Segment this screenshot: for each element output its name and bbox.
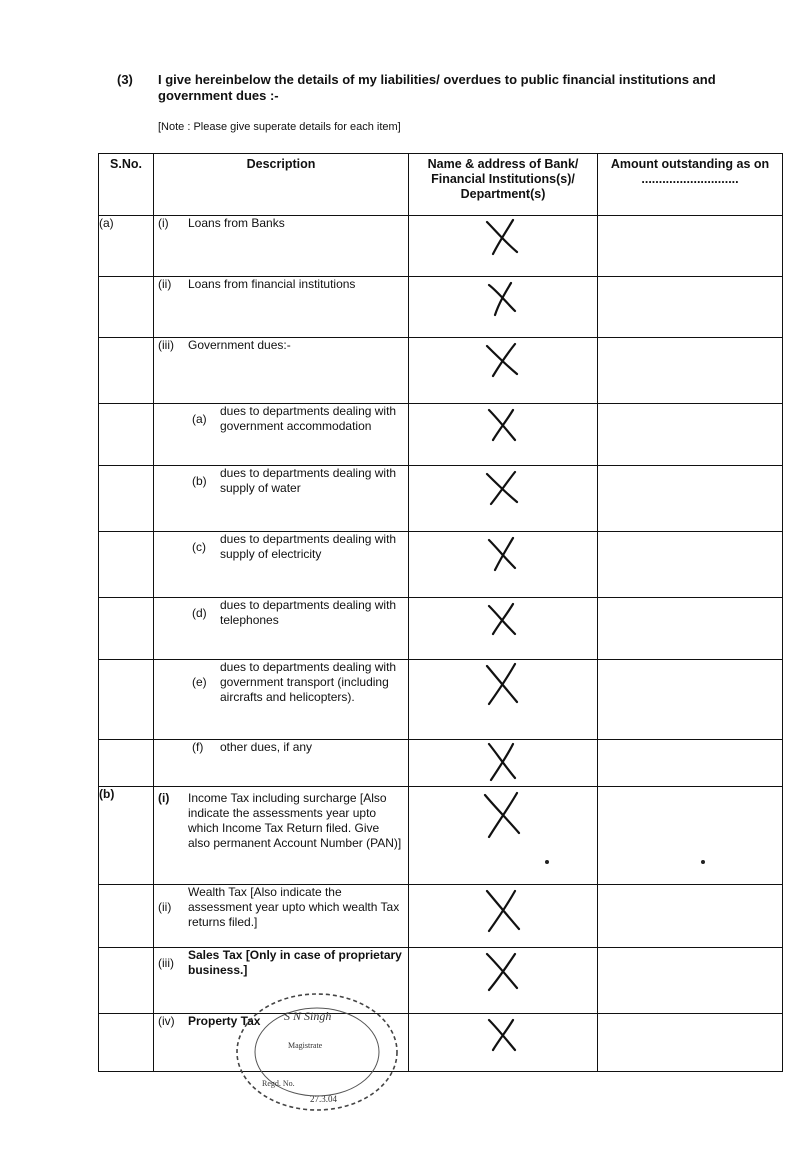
row-description (154, 532, 409, 598)
row-text: Government dues:- (188, 338, 291, 352)
row-sno (99, 885, 154, 948)
row-description (154, 740, 409, 787)
row-number: (ii) (158, 277, 172, 291)
row-sno (99, 338, 154, 404)
table-row (99, 338, 783, 404)
section-note: [Note : Please give superate details for each item] (158, 121, 401, 133)
bank-cell (409, 598, 598, 660)
amount-cell (598, 660, 783, 740)
row-number: (d) (192, 605, 207, 620)
row-description (154, 216, 409, 277)
header-description: Description (154, 154, 409, 216)
row-sno (99, 740, 154, 787)
table-row (99, 277, 783, 338)
row-text: other dues, if any (220, 740, 313, 754)
table-row (99, 660, 783, 740)
table-row (99, 532, 783, 598)
row-number: (iv) (158, 1014, 175, 1028)
row-text: Sales Tax [Only in case of proprietary business.] (188, 948, 402, 977)
handwritten-cross-icon (483, 404, 523, 444)
amount-cell (598, 885, 783, 948)
amount-cell (598, 787, 783, 885)
row-number: (i) (158, 216, 169, 230)
row-text: Loans from Banks (188, 216, 285, 230)
bank-cell (409, 740, 598, 787)
handwritten-cross-icon (483, 466, 523, 506)
row-number: (ii) (158, 900, 172, 914)
bank-cell (409, 948, 598, 1014)
handwritten-cross-icon (479, 787, 527, 841)
row-number: (iii) (158, 955, 174, 970)
row-sno (99, 466, 154, 532)
row-text: dues to departments dealing with government transport (including aircrafts and helicopters). (220, 660, 397, 704)
table-row (99, 404, 783, 466)
row-text: dues to departments dealing with government accommodation (220, 404, 397, 433)
stamp-date: 27.3.04 (310, 1094, 337, 1104)
handwritten-cross-icon (483, 1014, 523, 1054)
row-number: (c) (192, 539, 206, 554)
amount-cell (598, 598, 783, 660)
stamp-title: Magistrate (288, 1041, 323, 1050)
amount-cell (598, 404, 783, 466)
amount-cell (598, 338, 783, 404)
row-description (154, 466, 409, 532)
row-sno (99, 277, 154, 338)
table-row (99, 740, 783, 787)
ink-speck (545, 860, 549, 864)
bank-cell (409, 532, 598, 598)
table-row (99, 598, 783, 660)
row-sno (99, 532, 154, 598)
handwritten-cross-icon (483, 598, 523, 638)
stamp-name: S N Singh (284, 1009, 332, 1023)
liabilities-table (98, 153, 783, 1072)
handwritten-cross-icon (483, 216, 523, 256)
table-row (99, 466, 783, 532)
row-sno: (b) (99, 787, 154, 885)
row-number: (f) (192, 740, 204, 754)
bank-cell (409, 885, 598, 948)
bank-cell (409, 404, 598, 466)
amount-cell (598, 532, 783, 598)
row-text: Property Tax (188, 1014, 261, 1028)
table-row (99, 948, 783, 1014)
row-text: dues to departments dealing with supply of water (220, 466, 397, 495)
header-amount: Amount outstanding as on ............................ (598, 154, 783, 216)
row-text: Loans from financial institutions (188, 277, 356, 291)
row-description (154, 660, 409, 740)
row-text: dues to departments dealing with telephones (220, 598, 397, 627)
handwritten-cross-icon (483, 532, 523, 572)
bank-cell (409, 277, 598, 338)
row-sno (99, 948, 154, 1014)
amount-cell (598, 948, 783, 1014)
table-row (99, 1014, 783, 1072)
table-row (99, 216, 783, 277)
row-description (154, 598, 409, 660)
amount-cell (598, 466, 783, 532)
row-sno (99, 660, 154, 740)
row-sno (99, 1014, 154, 1072)
magistrate-stamp (222, 990, 412, 1120)
table-row (99, 885, 783, 948)
row-sno (99, 598, 154, 660)
bank-cell (409, 216, 598, 277)
row-description (154, 787, 409, 885)
header-bank: Name & address of Bank/ Financial Institutions(s)/ Department(s) (409, 154, 598, 216)
bank-cell (409, 1014, 598, 1072)
row-number: (iii) (158, 338, 174, 352)
bank-cell (409, 466, 598, 532)
handwritten-cross-icon (483, 740, 523, 782)
row-description (154, 885, 409, 948)
bank-cell (409, 787, 598, 885)
row-description (154, 404, 409, 466)
section-number: (3) (117, 72, 133, 87)
amount-cell (598, 216, 783, 277)
row-description (154, 277, 409, 338)
bank-cell (409, 660, 598, 740)
table-header-row (99, 154, 783, 216)
handwritten-cross-icon (481, 885, 525, 935)
handwritten-cross-icon (481, 660, 525, 708)
row-text: Wealth Tax [Also indicate the assessment year upto which wealth Tax returns filed.] (188, 885, 400, 929)
amount-cell (598, 277, 783, 338)
ink-speck (701, 860, 705, 864)
amount-cell (598, 740, 783, 787)
amount-cell (598, 1014, 783, 1072)
handwritten-cross-icon (483, 338, 523, 378)
handwritten-cross-icon (483, 277, 523, 317)
handwritten-cross-icon (481, 948, 525, 994)
row-description (154, 338, 409, 404)
bank-cell (409, 338, 598, 404)
header-sno: S.No. (99, 154, 154, 216)
stamp-regd: Regd. No. (262, 1079, 295, 1088)
row-number: (a) (192, 411, 207, 426)
row-text: Income Tax including surcharge [Also indicate the assessments year upto which Income Tax Return filed. Give also permanent Account Number (PAN)] (188, 791, 402, 850)
row-sno (99, 404, 154, 466)
row-number: (b) (192, 473, 207, 488)
row-number: (i) (158, 791, 170, 805)
row-text: dues to departments dealing with supply of electricity (220, 532, 397, 561)
table-row (99, 787, 783, 885)
row-sno: (a) (99, 216, 154, 277)
row-number: (e) (192, 675, 207, 689)
section-heading: I give hereinbelow the details of my liabilities/ overdues to public financial institutions and government dues :- (158, 72, 716, 103)
